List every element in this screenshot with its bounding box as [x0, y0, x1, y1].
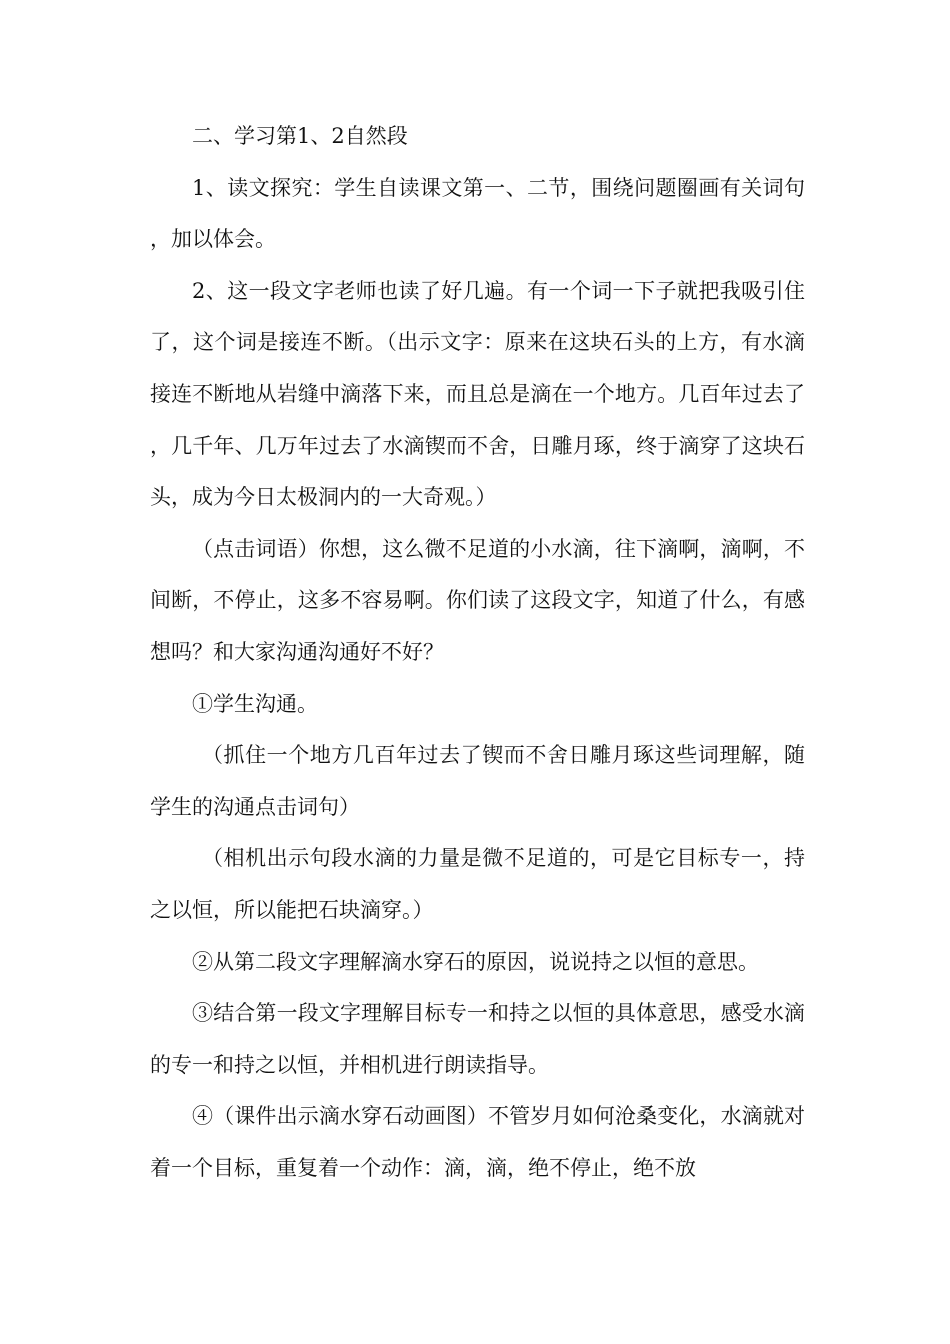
paragraph-2: 2、这一段文字老师也读了好几遍。有一个词一下子就把我吸引住了，这个词是接连不断。（出示文字：原来在这块石头的上方，有水滴接连不断地从岩缝中滴落下来，而且总是滴在一个地方。几百年过去了，几千年、几万年过去了水滴锲而不舍，日雕月琢，终于滴穿了这块石头，成为今日太极洞内的一大奇观。）	[150, 278, 805, 510]
document-body	[150, 111, 805, 1194]
paragraph-1: 1、读文探究：学生自读课文第一、二节，围绕问题圈画有关词句，加以体会。	[150, 175, 805, 252]
paragraph-5: （抓住一个地方几百年过去了锲而不舍日雕月琢这些词理解，随学生的沟通点击词句）	[150, 743, 805, 819]
paragraph-7: ②从第二段文字理解滴水穿石的原因，说说持之以恒的意思。	[192, 949, 759, 974]
paragraph-4: ①学生沟通。	[192, 691, 318, 716]
paragraph-6: （相机出示句段水滴的力量是微不足道的，可是它目标专一，持之以恒，所以能把石块滴穿。）	[150, 846, 805, 922]
paragraph-8: ③结合第一段文字理解目标专一和持之以恒的具体意思，感受水滴的专一和持之以恒，并相机进行朗读指导。	[150, 1001, 805, 1077]
paragraph-3: （点击词语）你想，这么微不足道的小水滴，往下滴啊，滴啊，不间断，不停止，这多不容易啊。你们读了这段文字，知道了什么，有感想吗？和大家沟通沟通好不好？	[150, 536, 805, 664]
section-heading: 二、学习第1、2自然段	[192, 124, 408, 148]
paragraph-9: ④（课件出示滴水穿石动画图）不管岁月如何沧桑变化，水滴就对着一个目标，重复着一个动作：滴，滴，绝不停止，绝不放	[150, 1104, 805, 1180]
